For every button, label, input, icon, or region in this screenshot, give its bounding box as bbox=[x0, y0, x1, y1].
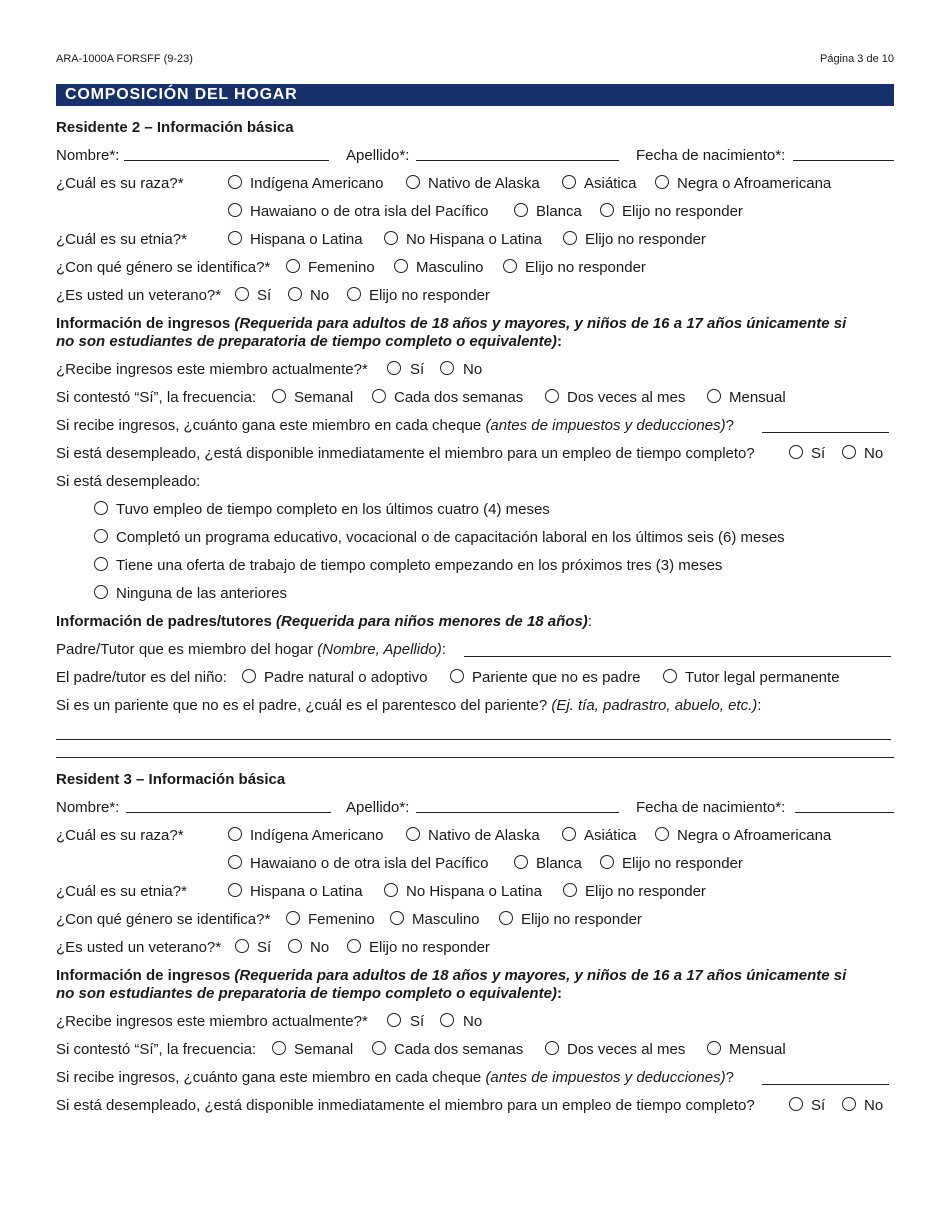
radio-race-asiatica[interactable] bbox=[562, 175, 576, 189]
ethnicity-option-label: Hispana o Latina bbox=[250, 231, 363, 248]
amount-question: Si recibe ingresos, ¿cuánto gana este miembro en cada cheque (antes de impuestos y deducciones)? bbox=[56, 417, 734, 434]
radio-veteran-yes[interactable] bbox=[235, 939, 249, 953]
radio-freq-biweekly[interactable] bbox=[372, 1041, 386, 1055]
gender-option-label: Elijo no responder bbox=[525, 259, 646, 276]
unemployed-option-label: Completó un programa educativo, vocacional o de capacitación laboral en los últimos seis (6) meses bbox=[116, 529, 785, 546]
income-heading-line-2: no son estudiantes de preparatoria de tiempo completo o equivalente): bbox=[56, 333, 562, 350]
radio-relation-natural[interactable] bbox=[242, 669, 256, 683]
dob-field[interactable] bbox=[795, 812, 894, 813]
receives-income-question: ¿Recibe ingresos este miembro actualmente?* bbox=[56, 361, 368, 378]
radio-gender-female[interactable] bbox=[286, 911, 300, 925]
available-option-label: No bbox=[864, 1097, 884, 1114]
frequency-option-label: Cada dos semanas bbox=[394, 389, 524, 406]
radio-freq-weekly[interactable] bbox=[272, 1041, 286, 1055]
gender-option-label: Femenino bbox=[308, 911, 375, 928]
radio-income-no[interactable] bbox=[440, 361, 454, 375]
race-option-label: Asiática bbox=[584, 827, 637, 844]
parents-heading: Información de padres/tutores (Requerida para niños menores de 18 años): bbox=[56, 613, 592, 630]
race-option-label: Hawaiano o de otra isla del Pacífico bbox=[250, 855, 489, 872]
relative-question: Si es un pariente que no es el padre, ¿cuál es el parentesco del pariente? (Ej. tía, padrastro, abuelo, etc.): bbox=[56, 697, 762, 714]
relation-option-label: Pariente que no es padre bbox=[472, 669, 641, 686]
radio-available-no[interactable] bbox=[842, 445, 856, 459]
income-note: (Requerida para adultos de 18 años y mayores, y niños de 16 a 17 años únicamente si bbox=[234, 315, 847, 332]
receives-income-question: ¿Recibe ingresos este miembro actualmente?* bbox=[56, 1013, 368, 1030]
radio-veteran-yes[interactable] bbox=[235, 287, 249, 301]
section-banner bbox=[56, 84, 894, 106]
veteran-option-label: No bbox=[310, 287, 330, 304]
gender-option-label: Elijo no responder bbox=[521, 911, 642, 928]
radio-freq-semimonthly[interactable] bbox=[545, 1041, 559, 1055]
available-question: Si está desempleado, ¿está disponible inmediatamente el miembro para un empleo de tiempo completo? bbox=[56, 1097, 755, 1114]
radio-veteran-decline[interactable] bbox=[347, 287, 361, 301]
race-option-label: Asiática bbox=[584, 175, 637, 192]
race-option-label: Negra o Afroamericana bbox=[677, 175, 832, 192]
radio-available-yes[interactable] bbox=[789, 1097, 803, 1111]
radio-available-yes[interactable] bbox=[789, 445, 803, 459]
frequency-question: Si contestó “Sí”, la frecuencia: bbox=[56, 389, 257, 406]
race-option-label: Nativo de Alaska bbox=[428, 175, 540, 192]
income-heading-line-1 bbox=[56, 315, 846, 333]
name-label: Nombre*: bbox=[56, 799, 120, 816]
parents-title: Información de padres/tutores bbox=[56, 613, 272, 630]
radio-race-indigena[interactable] bbox=[228, 827, 242, 841]
gender-option-label: Masculino bbox=[412, 911, 480, 928]
radio-race-decline[interactable] bbox=[600, 855, 614, 869]
race-option-label: Hawaiano o de otra isla del Pacífico bbox=[250, 203, 489, 220]
veteran-option-label: No bbox=[310, 939, 330, 956]
radio-race-indigena[interactable] bbox=[228, 175, 242, 189]
available-option-label: Sí bbox=[811, 445, 826, 462]
surname-label: Apellido*: bbox=[346, 147, 410, 164]
radio-income-no[interactable] bbox=[440, 1013, 454, 1027]
radio-race-alaska[interactable] bbox=[406, 175, 420, 189]
race-option-label: Indígena Americano bbox=[250, 175, 384, 192]
income-heading-line-1 bbox=[56, 967, 846, 985]
surname-field[interactable] bbox=[416, 160, 619, 161]
radio-race-negra[interactable] bbox=[655, 175, 669, 189]
radio-veteran-no[interactable] bbox=[288, 939, 302, 953]
radio-unemployed-1[interactable] bbox=[94, 501, 108, 515]
radio-race-negra[interactable] bbox=[655, 827, 669, 841]
income-note: no son estudiantes de preparatoria de tiempo completo o equivalente) bbox=[56, 333, 557, 350]
veteran-option-label: Sí bbox=[257, 287, 272, 304]
radio-veteran-decline[interactable] bbox=[347, 939, 361, 953]
radio-race-alaska[interactable] bbox=[406, 827, 420, 841]
frequency-option-label: Mensual bbox=[729, 389, 786, 406]
radio-unemployed-3[interactable] bbox=[94, 557, 108, 571]
race-question: ¿Cuál es su raza?* bbox=[56, 827, 184, 844]
radio-freq-monthly[interactable] bbox=[707, 1041, 721, 1055]
radio-race-hawaiano[interactable] bbox=[228, 203, 242, 217]
guardian-field[interactable] bbox=[464, 656, 891, 657]
radio-ethnicity-hispana[interactable] bbox=[228, 231, 242, 245]
race-option-label: Nativo de Alaska bbox=[428, 827, 540, 844]
race-option-label: Negra o Afroamericana bbox=[677, 827, 832, 844]
race-option-label: Elijo no responder bbox=[622, 855, 743, 872]
race-option-label: Elijo no responder bbox=[622, 203, 743, 220]
income-option-label: No bbox=[463, 1013, 483, 1030]
amount-field[interactable] bbox=[762, 1084, 889, 1085]
radio-unemployed-4[interactable] bbox=[94, 585, 108, 599]
gender-question: ¿Con qué género se identifica?* bbox=[56, 911, 271, 928]
ethnicity-option-label: No Hispana o Latina bbox=[406, 231, 542, 248]
radio-race-blanca[interactable] bbox=[514, 203, 528, 217]
income-note: no son estudiantes de preparatoria de tiempo completo o equivalente) bbox=[56, 985, 557, 1002]
race-question: ¿Cuál es su raza?* bbox=[56, 175, 184, 192]
unemployed-option-label: Tuvo empleo de tiempo completo en los últimos cuatro (4) meses bbox=[116, 501, 550, 518]
frequency-option-label: Mensual bbox=[729, 1041, 786, 1058]
race-option-label: Blanca bbox=[536, 203, 582, 220]
surname-field[interactable] bbox=[416, 812, 619, 813]
radio-race-blanca[interactable] bbox=[514, 855, 528, 869]
veteran-question: ¿Es usted un veterano?* bbox=[56, 287, 222, 304]
dob-label: Fecha de nacimiento*: bbox=[636, 147, 786, 164]
radio-gender-female[interactable] bbox=[286, 259, 300, 273]
income-title: Información de ingresos bbox=[56, 315, 231, 332]
radio-veteran-no[interactable] bbox=[288, 287, 302, 301]
available-question: Si está desempleado, ¿está disponible inmediatamente el miembro para un empleo de tiempo completo? bbox=[56, 445, 755, 462]
veteran-question: ¿Es usted un veterano?* bbox=[56, 939, 222, 956]
amount-field[interactable] bbox=[762, 432, 889, 433]
unemployed-option-label: Ninguna de las anteriores bbox=[116, 585, 287, 602]
relation-question: El padre/tutor es del niño: bbox=[56, 669, 227, 686]
radio-gender-male[interactable] bbox=[390, 911, 404, 925]
relation-option-label: Tutor legal permanente bbox=[685, 669, 840, 686]
radio-gender-decline[interactable] bbox=[503, 259, 517, 273]
radio-gender-decline[interactable] bbox=[499, 911, 513, 925]
parents-note: (Requerida para niños menores de 18 años) bbox=[276, 613, 588, 630]
ethnicity-option-label: Hispana o Latina bbox=[250, 883, 363, 900]
gender-option-label: Masculino bbox=[416, 259, 484, 276]
frequency-option-label: Semanal bbox=[294, 389, 354, 406]
veteran-option-label: Sí bbox=[257, 939, 272, 956]
section-title: COMPOSICIÓN DEL HOGAR bbox=[65, 86, 298, 103]
radio-gender-male[interactable] bbox=[394, 259, 408, 273]
name-label: Nombre*: bbox=[56, 147, 120, 164]
frequency-option-label: Dos veces al mes bbox=[567, 1041, 686, 1058]
radio-available-no[interactable] bbox=[842, 1097, 856, 1111]
veteran-option-label: Elijo no responder bbox=[369, 939, 490, 956]
ethnicity-option-label: No Hispana o Latina bbox=[406, 883, 542, 900]
income-option-label: Sí bbox=[410, 361, 425, 378]
resident-2-title: Residente 2 – Información básica bbox=[56, 119, 294, 136]
surname-label: Apellido*: bbox=[346, 799, 410, 816]
ethnicity-option-label: Elijo no responder bbox=[585, 231, 706, 248]
relation-option-label: Padre natural o adoptivo bbox=[264, 669, 428, 686]
name-field[interactable] bbox=[126, 812, 331, 813]
radio-freq-biweekly[interactable] bbox=[372, 389, 386, 403]
radio-ethnicity-decline[interactable] bbox=[563, 883, 577, 897]
frequency-option-label: Dos veces al mes bbox=[567, 389, 686, 406]
race-option-label: Indígena Americano bbox=[250, 827, 384, 844]
section-divider bbox=[56, 757, 894, 758]
income-title: Información de ingresos bbox=[56, 967, 231, 984]
gender-question: ¿Con qué género se identifica?* bbox=[56, 259, 271, 276]
frequency-question: Si contestó “Sí”, la frecuencia: bbox=[56, 1041, 257, 1058]
name-field[interactable] bbox=[124, 160, 329, 161]
frequency-option-label: Semanal bbox=[294, 1041, 354, 1058]
radio-ethnicity-no-hispana[interactable] bbox=[384, 231, 398, 245]
relative-field[interactable] bbox=[56, 739, 891, 740]
available-option-label: Sí bbox=[811, 1097, 826, 1114]
income-note: (Requerida para adultos de 18 años y mayores, y niños de 16 a 17 años únicamente si bbox=[234, 967, 847, 984]
gender-option-label: Femenino bbox=[308, 259, 375, 276]
radio-relation-guardian[interactable] bbox=[663, 669, 677, 683]
radio-income-yes[interactable] bbox=[387, 1013, 401, 1027]
ethnicity-option-label: Elijo no responder bbox=[585, 883, 706, 900]
unemployed-option-label: Tiene una oferta de trabajo de tiempo completo empezando en los próximos tres (3) meses bbox=[116, 557, 723, 574]
radio-freq-semimonthly[interactable] bbox=[545, 389, 559, 403]
ethnicity-question: ¿Cuál es su etnia?* bbox=[56, 883, 187, 900]
available-option-label: No bbox=[864, 445, 884, 462]
frequency-option-label: Cada dos semanas bbox=[394, 1041, 524, 1058]
resident-3-title: Resident 3 – Información básica bbox=[56, 771, 286, 788]
radio-ethnicity-decline[interactable] bbox=[563, 231, 577, 245]
radio-unemployed-2[interactable] bbox=[94, 529, 108, 543]
radio-income-yes[interactable] bbox=[387, 361, 401, 375]
radio-relation-relative[interactable] bbox=[450, 669, 464, 683]
dob-field[interactable] bbox=[793, 160, 894, 161]
radio-freq-weekly[interactable] bbox=[272, 389, 286, 403]
guardian-question: Padre/Tutor que es miembro del hogar (Nombre, Apellido): bbox=[56, 641, 446, 658]
income-option-label: No bbox=[463, 361, 483, 378]
ethnicity-question: ¿Cuál es su etnia?* bbox=[56, 231, 187, 248]
unemployed-question: Si está desempleado: bbox=[56, 473, 201, 490]
radio-race-asiatica[interactable] bbox=[562, 827, 576, 841]
radio-ethnicity-no-hispana[interactable] bbox=[384, 883, 398, 897]
radio-freq-monthly[interactable] bbox=[707, 389, 721, 403]
radio-ethnicity-hispana[interactable] bbox=[228, 883, 242, 897]
amount-question: Si recibe ingresos, ¿cuánto gana este miembro en cada cheque (antes de impuestos y deducciones)? bbox=[56, 1069, 734, 1086]
form-id: ARA-1000A FORSFF (9-23) bbox=[56, 53, 193, 65]
radio-race-decline[interactable] bbox=[600, 203, 614, 217]
race-option-label: Blanca bbox=[536, 855, 582, 872]
dob-label: Fecha de nacimiento*: bbox=[636, 799, 786, 816]
veteran-option-label: Elijo no responder bbox=[369, 287, 490, 304]
radio-race-hawaiano[interactable] bbox=[228, 855, 242, 869]
page-number: Página 3 de 10 bbox=[819, 53, 894, 65]
income-heading-line-2: no son estudiantes de preparatoria de tiempo completo o equivalente): bbox=[56, 985, 562, 1002]
income-option-label: Sí bbox=[410, 1013, 425, 1030]
